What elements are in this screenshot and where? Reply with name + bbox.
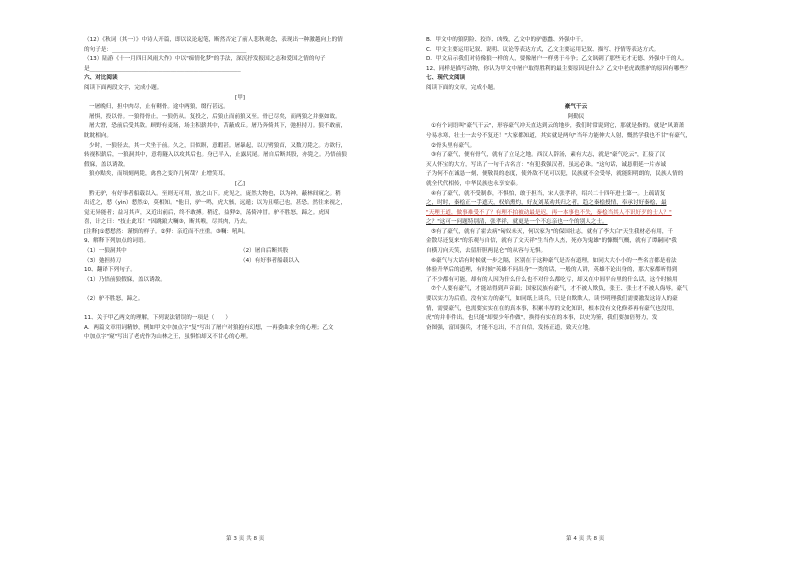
question-9-item: （3）弛担持刀: [84, 257, 122, 264]
passage-jia-line: 屠惧，投以骨。一狼得骨止，一狼仍从。复投之，后狼止而前狼又至。骨已尽矣，而两狼之并驱如故。: [89, 113, 341, 120]
question-9-item: （2）屠自后断其股: [240, 248, 289, 255]
question-10-item: （1）乃悟前狼假寐，盖以诱敌。: [84, 276, 166, 283]
passage-jia-line: 转视积薪后，一狼洞其中，意将隧入以攻其后也。身已半入，止露尻尾。屠自后断其股，亦毙之。乃悟前狼: [84, 152, 347, 159]
question-11-option-d: D．甲文启示我们对待像狼一样的人，要像屠户一样勇于斗争；乙文讽刺了那些无才无德、外强中干的人。: [426, 56, 688, 63]
article-line: ④有了豪气，就不受制恭，不惧怕，敢于担当，宋人张孝祥，绍兴二十四年进士第一。上疏请复: [431, 190, 666, 197]
article-line: 奋图强，富国强兵，才能不忘出，不言自信，发扬正道，致天立地。: [426, 324, 594, 331]
question-9-row: [84, 247, 396, 257]
article-line: 了不少都有可能，却有的人因为什么什么也不对什么都吃亏，却又在中间平台里的什么话，这个时候用: [426, 276, 678, 283]
question-9-row: [84, 257, 396, 267]
article-line: 金散尽还复来"的乐观与自信，就有了文天祥"生当作人杰，死亦为鬼雄"的慷慨气概，就有了谭嗣同"我: [426, 238, 677, 245]
question-11-option-b: B．甲文中的狼阴险、狡诈、凶残，乙文中的驴愚蠢、外强中干。: [426, 37, 587, 43]
question-9-item: （4）有好事者船载以入: [240, 257, 300, 264]
left-column: [84, 36, 396, 343]
question-13: （13）陆游《十一月四日风雨大作》中以"痴情化梦"的手法，深沉抒发报国之志和爱国之情的句子: [84, 56, 326, 63]
passage-jia-line: 一屠晚归，担中肉尽，止有剩骨。途中两狼，缀行甚远。: [89, 104, 229, 111]
passage-yi-line: 黔无驴，有好事者船载以入。至则无可用，放之山下。虎见之，庞然大物也，以为神，蔽林间窥之。稍: [89, 190, 341, 197]
article-line-underlined: 之？"这可一问题特别清，张孝祥，就更是一个不忘亲也一个的别人之士。: [426, 219, 608, 226]
article-line: 情，需要豪气，也需要实实在在的真本事，积累丰厚的文化知识，根本没有文化修养再有豪气也没用，: [426, 305, 678, 312]
question-10-item: （2）驴不胜怒，蹄之。: [84, 296, 144, 303]
passage-jia-line: 少时，一狼径去，其一犬坐于前。久之，目似瞑，意暇甚。屠暴起，以刀劈狼首，又数刀毙之。方欲行，: [89, 142, 347, 149]
passage-yi-line: 觉无异能者；益习其声，又近出前后，终不敢搏。稍近，益狎②，荡倚冲冒。驴不胜怒，蹄之。虎因: [84, 209, 330, 216]
page-number-right: 第 4 页 共 8 页: [566, 536, 605, 542]
question-12-right: 12、同样是描写动物，你认为甲文中屠户取得胜利的最主要原因是什么？乙文中老虎战胜驴的原因有哪些？: [426, 65, 691, 72]
article-author: 阿勤民: [567, 113, 585, 120]
article-line: ③有了豪气，便有骨气，就有了立足之地。西汉人辞汤，素有大志，就是"豪气吃云"，汇接了汉: [431, 152, 665, 159]
question-12-left: （12）《秋词（其一）》中诗人开篇，即以议论起笔，断然否定了前人悲秋观念，表现出一种激越向上的情: [84, 37, 343, 43]
article-line: 兮易水寒，壮士一去兮不复还！"大家都知道，其实就是两句"当年力能伸大人射，慨然学我也不甘"有豪气，: [426, 132, 692, 139]
question-13-answer-line: 是______________________________________________________: [84, 65, 241, 72]
right-column: [426, 36, 726, 333]
passage-yi-line: 喜，计之曰："技止此耳！"因跳踉大㘎③，断其喉，尽其肉，乃去。: [84, 219, 251, 226]
article-line: ⑦个人要有豪气，才能站得到声音面；国家民族有豪气，才不被人欺负，张王、张士才不被人侮辱。豪气: [431, 286, 688, 293]
question-10: 10、翻译下列句子。: [84, 267, 136, 274]
passage-jia-line: 狼亦黠矣，而顷刻两毙，禽兽之变诈几何哉？止增笑耳。: [89, 171, 229, 178]
article-title: 豪气干云: [564, 104, 588, 111]
section-6-heading: 六、对比阅读: [84, 75, 118, 82]
article-line: 体验升华后的道理，有时候"英雄不问出身"一类的话，一般的人讲，英雄不论出身的，那大家都听得到: [426, 267, 678, 274]
article-line: ⑥豪气与大话有时候就一步之隔，区别在于这种豪气是否有道理，如同大大小小的一些名言都是看法: [431, 257, 677, 264]
passage-jia-line: 眈眈相向。: [84, 132, 112, 139]
article-line-underlined: 之，时时，秦桧正一手遮天，权焰熏灼，好友刘某劝其归之者，趋之秦桧授情，奉承讨好秦桧，最: [426, 200, 667, 207]
article-line: 灭人怀宝的大方，写出了一句千古名言："有犯我强汉者，虽远必诛。"这句话，诚恳朝延一片赤诚: [426, 161, 667, 168]
section-6-instructions: 阅读下面两段文字，完成小题。: [84, 84, 163, 91]
article-line: 要以实力为后盾，没有实力的豪气，如同纸上谈兵，只是自欺欺人，读书明理我们需要激发这诗人的豪: [426, 296, 678, 303]
question-11: 11、关于甲乙两文的理解，下列说法错误的一项是（ ）: [84, 315, 231, 322]
article-line: 就全代代相传，中华民族也永享安泰。: [426, 180, 522, 187]
passage-jia-title: [甲]: [235, 94, 245, 101]
passage-yi-title: [乙]: [235, 180, 245, 187]
article-line: 子为何不在诚恳一刻，便敬畏的态度，使外敌不见可以犯，民族就不会受辱，就能阳明朗的，民族人情的: [426, 171, 684, 178]
article-line: 虎"的并非件出，也只能"却要少年作做"，换得有实在的本事，以史为鉴，我们要加倍努力，发: [426, 315, 658, 322]
question-11-option-a: A．两篇文章用词精妙，例如甲文中加点字"复"写出了屠户对狼抱有幻想，一再委曲求全的心理；乙文: [84, 324, 334, 331]
question-11-option-a-cont: 中加点字"窥"写出了老虎作为山林之王，虽惧怕却又不甘心的心理。: [84, 334, 252, 341]
question-9: 9、解释下列加点的词语。: [84, 238, 150, 245]
question-11-option-c: C．甲文主要运用记叙、说明、议论等表达方式，乙文主要运用记叙、描写、抒情等表达方式。: [426, 46, 660, 53]
article-line: 自横刀向天笑，去留肝胆两昆仑"的从容与无惧。: [426, 248, 547, 255]
question-12-answer-line: 的句子是：________________________________________________: [84, 46, 247, 53]
passage-jia-line: 屠大窘，恐前后受其敌。顾野有麦场，场主积薪其中，苫蔽成丘。屠乃奔倚其下，弛担持刀。狼不敢前，: [89, 123, 347, 130]
article-line: ②骨头里有豪气。: [431, 142, 476, 149]
section-7-instructions: 阅读下面的文章，完成小题。: [426, 84, 499, 91]
page-number-left: 第 3 页 共 8 页: [226, 536, 265, 542]
passage-jia-line: 假寐，盖以诱敌。: [84, 161, 129, 168]
question-9-item: （1）一狼洞其中: [84, 248, 127, 255]
section-7-heading: 七、现代文阅读: [426, 75, 466, 82]
passage-yi-line: 出近之，慭（yìn）慭然①，莫相知。"他日，驴一鸣，虎大骇，远遁；以为且噬己也，甚恐。然往来视之，: [84, 200, 347, 207]
article-line: ①有个词语叫"豪气干云"，形容豪气冲天直达到云的地步，我们时常说到它，那就是指的。就是"风萧萧: [431, 123, 685, 130]
article-line: ⑤有了豪气，就有了霍去病"匈奴未灭，何以家为"的保国壮志，就有了李大白"天生我材必有用，千: [431, 228, 674, 235]
passage-yi-note: [注释]①慭慭然：谨慎的样子。②狎：亲近而不庄重。③㘎：吼叫。: [84, 228, 249, 235]
article-line-underlined: "天理王道，做事难受不了？有理不拍被动最是迟，再一本事也不失，秦桧当其人不识好歹的士人？": [426, 209, 672, 216]
